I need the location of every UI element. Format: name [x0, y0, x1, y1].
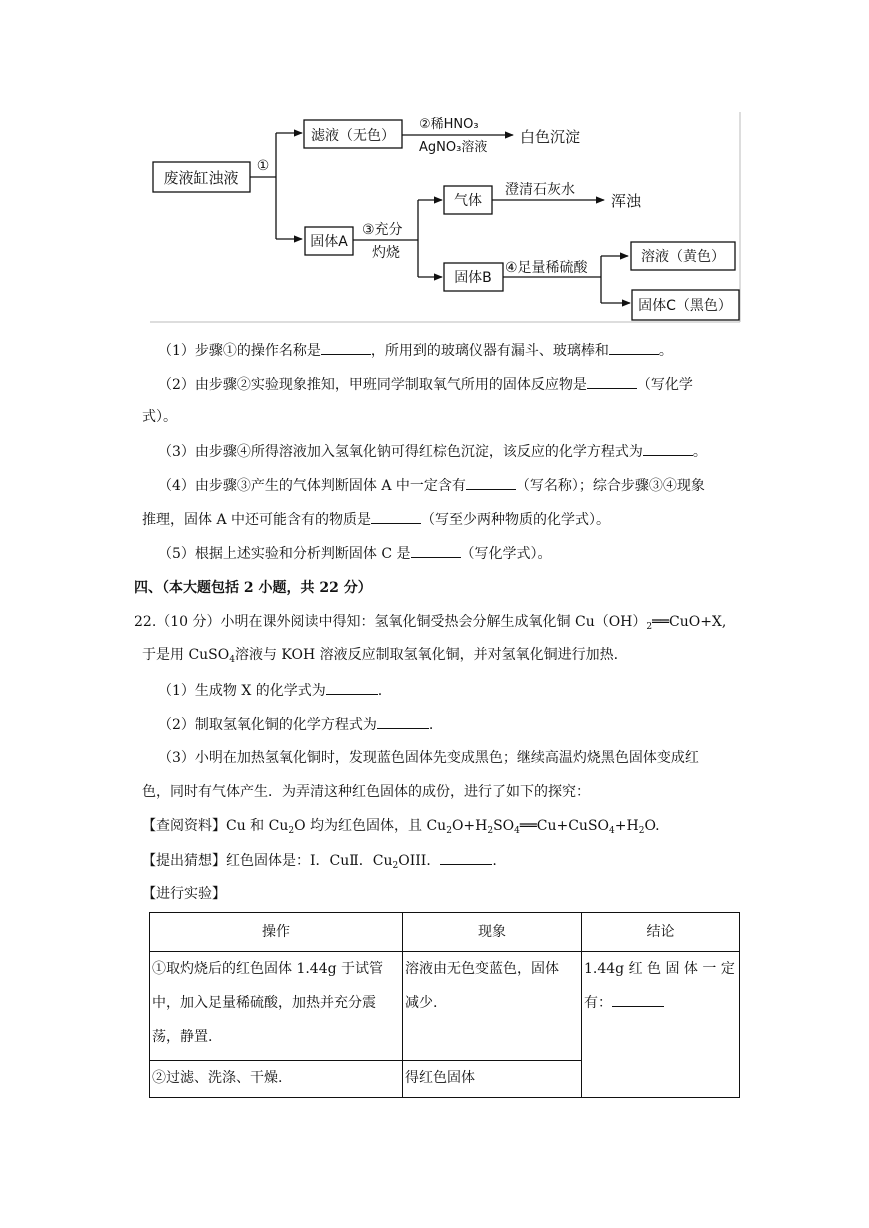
table-header-row: [150, 913, 740, 952]
reference-text: 【查阅资料】Cu 和 Cu: [142, 818, 289, 834]
subscript: 2: [646, 622, 653, 632]
white-precipitate-label: 白色沉淀: [520, 128, 581, 146]
hypothesis-text: 【提出猜想】红色固体是：Ⅰ．CuⅡ．Cu: [142, 853, 393, 869]
step1-label: ①: [256, 158, 270, 174]
q22-hypothesis: [142, 850, 497, 876]
q22-item1: [158, 680, 382, 701]
q22-item3-text-b: 色，同时有气体产生．为弄清这种红色固体的成份，进行了如下的探究：: [142, 784, 590, 800]
q22-item2: [158, 714, 433, 735]
q22-reference: [142, 816, 660, 841]
step2-bottom-label: AgNO₃溶液: [419, 140, 488, 155]
reference-text-c: O+H: [451, 818, 488, 834]
q21-item3-text-b: 。: [692, 444, 707, 460]
cell-line: 溶液由无色变蓝色，固体: [405, 961, 559, 977]
answer-blank[interactable]: [612, 992, 664, 1007]
q22-intro-text: 22.（10 分）小明在课外阅读中得知：氢氧化铜受热会分解生成氧化铜 Cu（OH）: [134, 614, 647, 630]
answer-blank[interactable]: [321, 340, 371, 355]
hypothesis-text-c: .: [492, 853, 497, 869]
reference-text-d: SO: [493, 818, 515, 834]
reference-text-f: +H: [614, 818, 639, 834]
cell-line: ①取灼烧后的红色固体 1.44g 于试管: [152, 961, 384, 977]
q21-item1-text-b: ，所用到的玻璃仪器有漏斗、玻璃棒和: [370, 343, 609, 359]
q22-intro-2: [142, 645, 618, 670]
subscript: 2: [288, 826, 295, 836]
q21-item5: [158, 543, 552, 564]
q21-item4-text-d: （写至少两种物质的化学式）。: [421, 512, 611, 528]
q22-item1-text-b: .: [377, 683, 383, 699]
q21-item2-text-c: 式）。: [142, 409, 177, 425]
cell-line: 荡，静置.: [152, 1029, 213, 1045]
answer-blank[interactable]: [609, 340, 659, 355]
row2-operation: ②过滤、洗涤、干燥.: [150, 1061, 403, 1098]
cell-line: 1.44g 红 色 固 体 一 定: [584, 961, 735, 977]
reference-text-g: O.: [644, 818, 660, 834]
solid-a-label: 固体A: [310, 234, 348, 250]
table-row: [150, 952, 740, 1061]
step3-top-label: ③充分: [362, 222, 403, 238]
start-label: 废液缸浊液: [163, 169, 239, 187]
step3-bottom-label: 灼烧: [372, 245, 400, 261]
answer-blank[interactable]: [643, 441, 693, 456]
answer-blank[interactable]: [371, 509, 421, 524]
q21-item2-text: （2）由步骤②实验现象推知，甲班同学制取氧气所用的固体反应物是: [158, 377, 587, 393]
filtrate-label: 滤液（无色）: [311, 128, 395, 144]
flow-diagram: [0, 0, 869, 330]
q21-item3-text: （3）由步骤④所得溶液加入氢氧化钠可得红棕色沉淀，该反应的化学方程式为: [158, 444, 643, 460]
cell-line: [584, 986, 737, 1020]
turbid-label: 浑浊: [611, 192, 642, 210]
header-conclusion: 结论: [582, 913, 740, 952]
solid-b-label: 固体B: [454, 270, 492, 286]
answer-blank[interactable]: [466, 475, 516, 490]
subscript: 2: [638, 826, 645, 836]
q22-item2-text: （2）制取氢氧化铜的化学方程式为: [158, 717, 377, 733]
conclusion-cell: [582, 952, 740, 1098]
subscript: 2: [487, 826, 494, 836]
limewater-label: 澄清石灰水: [505, 182, 575, 198]
q21-item2-text-b: （写化学: [636, 377, 693, 393]
q21-item4-text-b: （写名称）；综合步骤③④现象: [515, 478, 705, 494]
answer-blank[interactable]: [411, 543, 461, 558]
gas-label: 气体: [454, 193, 482, 209]
answer-blank[interactable]: [440, 850, 492, 865]
reference-text-e: ══Cu+CuSO: [519, 818, 610, 834]
answer-blank[interactable]: [326, 680, 378, 695]
conclusion-text: 有：: [584, 995, 612, 1011]
q22-intro-text-b: ══CuO+X,: [652, 614, 727, 630]
experiment-title: 【进行实验】: [142, 886, 226, 902]
step4-label: ④足量稀硫酸: [505, 260, 588, 276]
q21-item2: [158, 374, 693, 395]
subscript: 2: [446, 826, 452, 836]
q22-intro: [134, 612, 726, 637]
q21-item4-text: （4）由步骤③产生的气体判断固体 A 中一定含有: [158, 478, 466, 494]
q22-intro2-text: 于是用 CuSO: [142, 647, 230, 663]
row1-operation: [150, 952, 403, 1061]
q21-item1-text: （1）步骤①的操作名称是: [158, 343, 321, 359]
reference-text-b: O 均为红色固体，且 Cu: [294, 818, 447, 834]
answer-blank[interactable]: [587, 374, 637, 389]
q21-item3: [158, 441, 707, 462]
header-operation: 操作: [150, 913, 403, 952]
subscript: 2: [392, 861, 399, 871]
row1-phenomenon: [403, 952, 582, 1061]
q21-item1: [158, 340, 673, 361]
yellow-solution-label: 溶液（黄色）: [641, 249, 725, 265]
q22-item3: [158, 748, 699, 768]
q21-item2-cont: [142, 407, 177, 427]
q21-item1-text-c: 。: [658, 343, 673, 359]
subscript: 4: [229, 655, 235, 665]
q21-item5-text: （5）根据上述实验和分析判断固体 C 是: [158, 546, 411, 562]
subscript: 4: [609, 826, 615, 836]
experiment-table: [149, 912, 740, 1098]
header-phenomenon: 现象: [403, 913, 582, 952]
answer-blank[interactable]: [377, 714, 429, 729]
q21-item4: [158, 475, 705, 496]
q22-item1-text: （1）生成物 X 的化学式为: [158, 683, 326, 699]
solid-c-label: 固体C（黑色）: [638, 298, 732, 314]
q22-item2-text-b: .: [428, 717, 434, 733]
q22-intro2-text-b: 溶液与 KOH 溶液反应制取氢氧化铜，并对氢氧化铜进行加热.: [234, 647, 619, 663]
cell-line: 中，加入足量稀硫酸，加热并充分震: [152, 995, 376, 1011]
hypothesis-text-b: OIII．: [398, 853, 441, 869]
step2-top-label: ②稀HNO₃: [419, 117, 479, 132]
subscript: 4: [514, 826, 520, 836]
cell-line: 减少.: [405, 995, 438, 1011]
q22-item3-text: （3）小明在加热氢氧化铜时，发现蓝色固体先变成黑色；继续高温灼烧黑色固体变成红: [158, 750, 699, 766]
q21-item5-text-b: （写化学式）。: [460, 546, 552, 562]
row2-phenomenon: 得红色固体: [403, 1061, 582, 1098]
q21-item4-cont: [142, 509, 610, 530]
q21-item4-text-c: 推理，固体 A 中还可能含有的物质是: [142, 512, 372, 528]
q22-item3-cont: [142, 782, 590, 802]
section-heading: 四、（本大题包括 2 小题，共 22 分）: [134, 580, 372, 596]
